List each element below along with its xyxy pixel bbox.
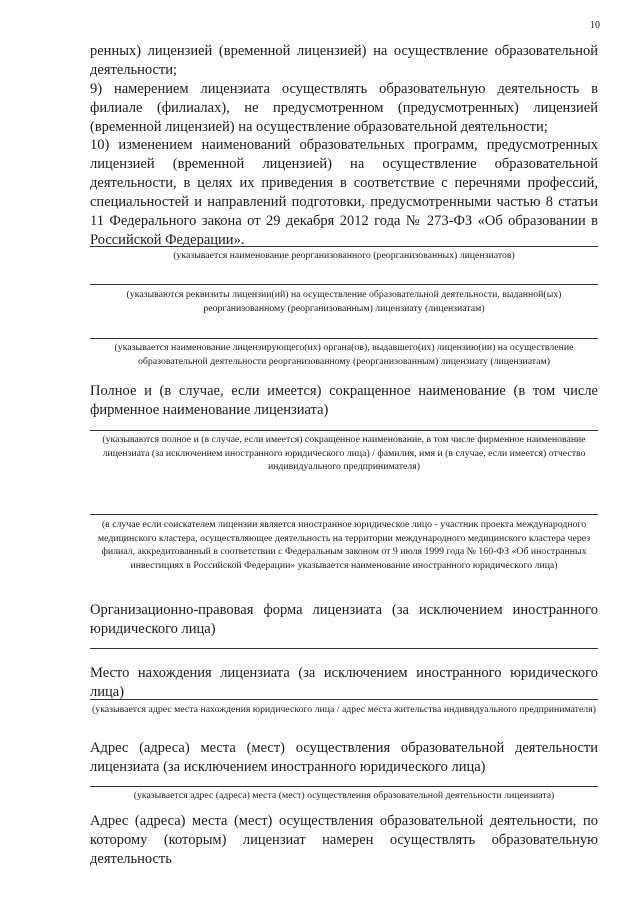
heading-full-name: Полное и (в случае, если имеется) сокращенное наименование (в том числе фирменное наименование лицензиата): [90, 383, 598, 418]
page-number: 10: [590, 20, 600, 31]
caption-issuing-body: (указывается наименование лицензирующего(их) органа(ов), выдавшего(их) лицензию(ии) на осуществление образовательной деятельности реорганизованному (реорганизованным) лицензиату (лицензиатам): [114, 342, 574, 367]
heading-legal-form: Организационно-правовая форма лицензиата (за исключением иностранного юридического лица): [90, 602, 598, 637]
fill-line-license-details: [90, 284, 598, 285]
fill-line-activity-address: [90, 786, 598, 787]
caption-full-name: (указываются полное и (в случае, если имеется) сокращенное наименование, в том числе фирменное наименование лицензиата (за исключением иностранного юридического лица) / фамилия, имя и (в случае, если имеется) отчество индивидуального предпринимателя): [102, 434, 586, 473]
fill-line-legal-form: [90, 648, 598, 649]
heading-planned-address: Адрес (адреса) места (мест) осуществления образовательной деятельности, по которому (которым) лицензиат намерен осуществлять образовательную деятельность: [90, 813, 598, 867]
heading-location: Место нахождения лицензиата (за исключением иностранного юридического лица): [90, 665, 598, 700]
fill-line-location: [90, 699, 598, 700]
caption-license-details: (указываются реквизиты лицензии(ий) на осуществление образовательной деятельности, выданной(ых) реорганизованному (реорганизованным) лицензиату (лицензиатам): [126, 289, 562, 314]
fill-line-full-name: [90, 430, 598, 431]
heading-activity-address: Адрес (адреса) места (мест) осуществления образовательной деятельности лицензиата (за исключением иностранного юридического лица): [90, 740, 598, 775]
caption-activity-address: (указывается адрес (адреса) места (мест) осуществления образовательной деятельности лицензиата): [133, 790, 555, 801]
fill-line-foreign-entity: [90, 514, 598, 515]
paragraph-item-10: 10) изменением наименований образовательных программ, предусмотренных лицензией (временной лицензией) на осуществление образовательной деятельности, в целях их приведения в соответствие с перечнями профессий, специальностей и направлений подготовки, предусмотренными частью 8 статьи 11 Федерального закона от 29 декабря 2012 года № 273-ФЗ «Об образовании в Российской Федерации».: [90, 137, 598, 248]
fill-line-reorganized-name: [90, 246, 598, 247]
caption-reorganized-name: (указывается наименование реорганизованного (реорганизованных) лицензиатов): [173, 250, 515, 261]
caption-location-address: (указывается адрес места нахождения юридического лица / адрес места жительства индивидуального предпринимателя): [92, 704, 596, 715]
paragraph-continuation: ренных) лицензией (временной лицензией) на осуществление образовательной деятельности;: [90, 43, 598, 78]
paragraph-item-9: 9) намерением лицензиата осуществлять образовательную деятельность в филиале (филиалах), не предусмотренном (предусмотренных) лицензией (временной лицензией) на осуществление образовательной деятельности;: [90, 81, 598, 135]
caption-foreign-entity: (в случае если соискателем лицензии является иностранное юридическое лицо - участник проекта международного медицинского кластера, осуществляющее деятельность на территории международного медицинского кластера через филиал, аккредитованный в соответствии с Федеральным законом от 9 июля 1999 года № 160-ФЗ «Об иностранных инвестициях в Российской Федерации» указывается наименование иностранного юридического лица): [97, 519, 591, 571]
fill-line-issuing-body: [90, 338, 598, 339]
